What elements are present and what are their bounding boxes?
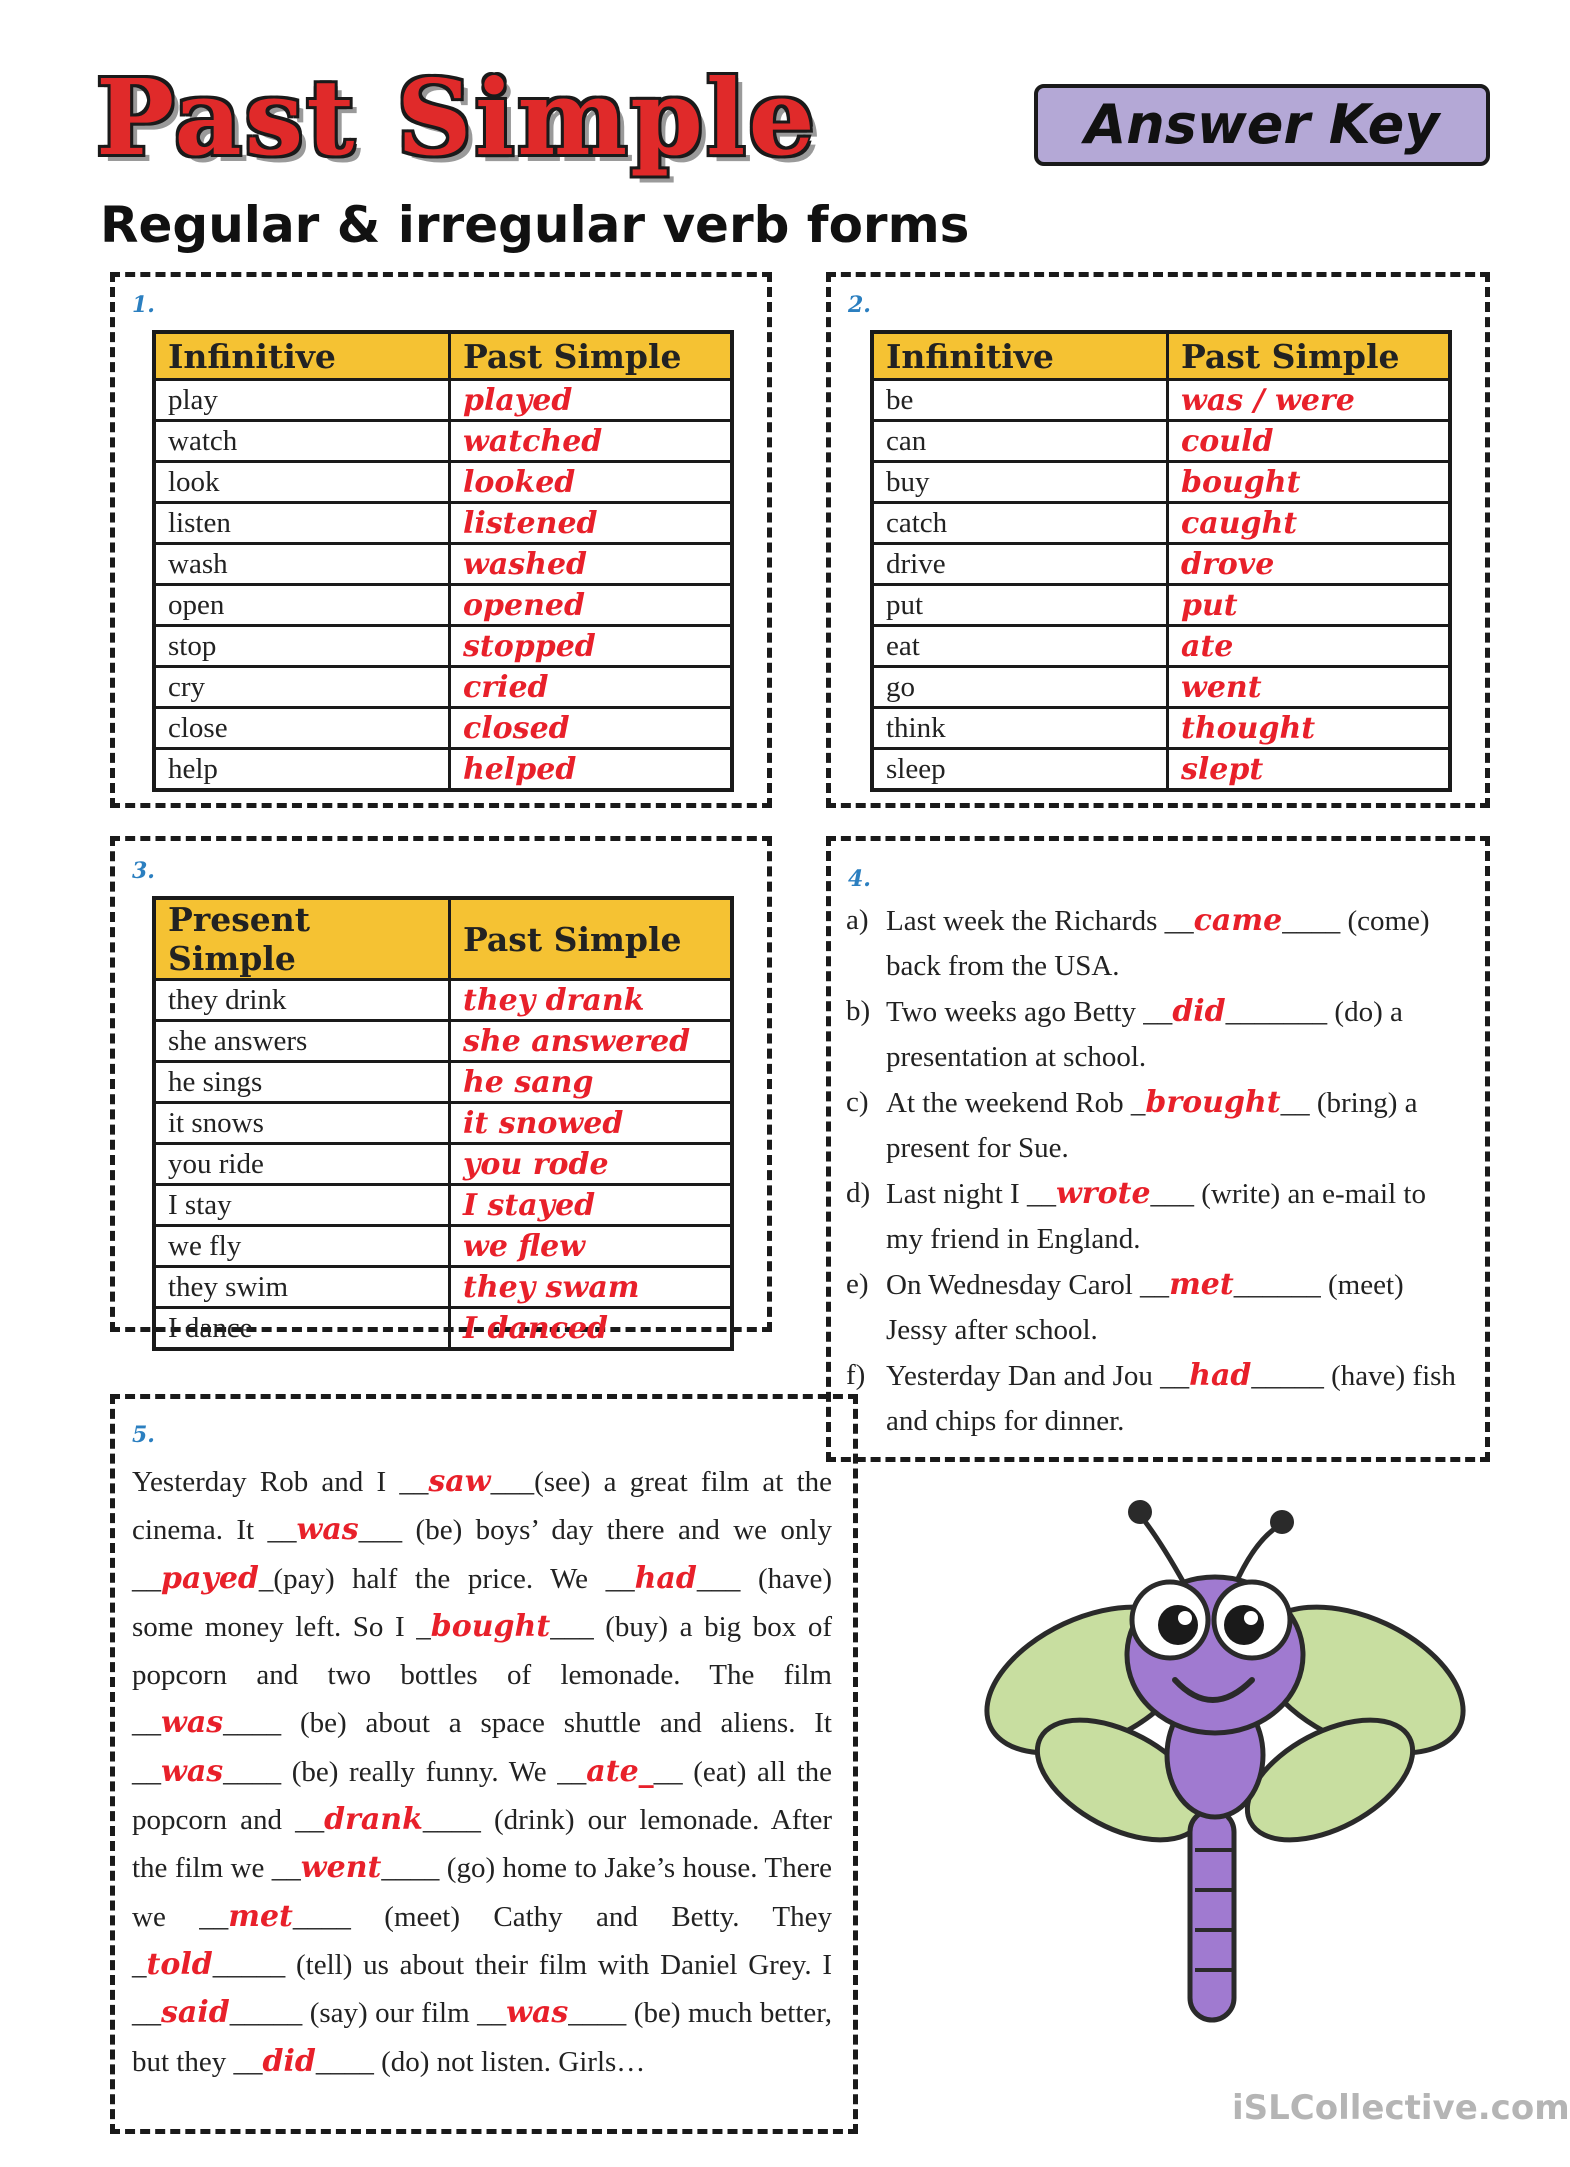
sentence-before: Last week the Richards __ [886, 905, 1194, 937]
verb-cell: sleep [872, 749, 1168, 791]
verb-cell: they swim [154, 1267, 450, 1308]
table-row [154, 503, 732, 544]
verb-cell: I dance [154, 1308, 450, 1350]
sentence-after: _______ (do) a presentation at school. [886, 996, 1403, 1073]
verb-cell: stop [154, 626, 450, 667]
verb-cell: he sings [154, 1062, 450, 1103]
verb-cell: catch [872, 503, 1168, 544]
sentence-item [846, 1353, 1466, 1444]
sentence-after: ______ (meet) Jessy after school. [886, 1269, 1404, 1346]
verb-cell: think [872, 708, 1168, 749]
answer-cell: washed [450, 544, 733, 585]
sentence-before: Two weeks ago Betty __ [886, 996, 1173, 1028]
answer-cell: drove [1168, 544, 1451, 585]
answer-cell: watched [450, 421, 733, 462]
story-text: ___ (have) some money left. So I _ [132, 1562, 832, 1643]
answer-cell: played [450, 380, 733, 421]
exercise-4-number: 4. [848, 866, 871, 892]
item-label: a) [846, 904, 869, 936]
answer-cell: ate [1168, 626, 1451, 667]
verb-cell: look [154, 462, 450, 503]
exercise-5-story [132, 1458, 832, 2086]
item-label: f) [846, 1359, 866, 1391]
table-row [154, 1185, 732, 1226]
answer-cell: listened [450, 503, 733, 544]
table-row [872, 585, 1450, 626]
answer-cell: we flew [450, 1226, 733, 1267]
answer-cell: slept [1168, 749, 1451, 791]
story-text: ____ (be) much better, but they __ [132, 1997, 832, 2078]
table-row [154, 421, 732, 462]
sentence-before: At the weekend Rob _ [886, 1087, 1146, 1119]
exercise-2-number: 2. [848, 292, 871, 318]
sentence-before: Last night I __ [886, 1178, 1056, 1210]
verb-cell: help [154, 749, 450, 791]
watermark: iSLCollective.com [1232, 2088, 1570, 2128]
sentence-item [846, 989, 1466, 1080]
answer: said [161, 1995, 230, 2031]
verb-cell: cry [154, 667, 450, 708]
sentence-after: ____ (come) back from the USA. [886, 905, 1430, 982]
answer: met [1169, 1267, 1234, 1302]
table-row [154, 585, 732, 626]
exercise-3-number: 3. [132, 858, 155, 884]
story-text: ____ (go) home to Jake’s house. There we __ [132, 1852, 832, 1933]
table-row [872, 708, 1450, 749]
answer: ate_ [586, 1753, 654, 1789]
answer-cell: opened [450, 585, 733, 626]
answer: did [1172, 994, 1226, 1029]
sentence-text [886, 1262, 1466, 1353]
table-row [154, 1267, 732, 1308]
verb-cell: we fly [154, 1226, 450, 1267]
sentence-text [886, 1171, 1466, 1262]
column-header: Infinitive [872, 332, 1168, 380]
verb-cell: play [154, 380, 450, 421]
answer: told [146, 1946, 213, 1982]
verb-cell: open [154, 585, 450, 626]
sentence-item [846, 1080, 1466, 1171]
table-row [154, 1062, 732, 1103]
answer-cell: they swam [450, 1267, 733, 1308]
verb-cell: can [872, 421, 1168, 462]
answer-cell: it snowed [450, 1103, 733, 1144]
answer: had [634, 1560, 697, 1596]
story-text: ____ (meet) Cathy and Betty. They _ [132, 1900, 832, 1981]
story-text: ___(see) a great film at the cinema. It __ [132, 1466, 833, 1547]
table-row [154, 708, 732, 749]
answer: was [161, 1753, 224, 1789]
sentence-after: ___ (write) an e-mail to my friend in England. [886, 1178, 1426, 1255]
page-subtitle: Regular & irregular verb forms [100, 196, 970, 254]
table-row [872, 421, 1450, 462]
dragonfly-illustration [990, 1480, 1470, 2040]
table-row [154, 1308, 732, 1350]
story-text: Yesterday Rob and I __ [132, 1466, 429, 1498]
answer-cell: I danced [450, 1308, 733, 1350]
answer-cell: closed [450, 708, 733, 749]
item-label: b) [846, 995, 871, 1027]
verb-cell: they drink [154, 980, 450, 1021]
verb-cell: wash [154, 544, 450, 585]
answer: was [506, 1995, 569, 2031]
verb-cell: be [872, 380, 1168, 421]
answer: was [161, 1705, 224, 1741]
table-row [872, 380, 1450, 421]
answer-cell: you rode [450, 1144, 733, 1185]
answer: drank [324, 1802, 423, 1838]
answer: wrote [1055, 1176, 1151, 1211]
answer-key-badge: Answer Key [1034, 84, 1490, 166]
answer: went [300, 1850, 382, 1886]
answer: payed [161, 1560, 259, 1596]
column-header: Present Simple [154, 898, 450, 980]
item-label: e) [846, 1268, 869, 1300]
exercise-1-table [152, 330, 734, 792]
story-text: ____ (be) really funny. We __ [223, 1755, 587, 1788]
verb-cell: buy [872, 462, 1168, 503]
column-header: Past Simple [450, 898, 733, 980]
verb-cell: drive [872, 544, 1168, 585]
story-text: _(pay) half the price. We __ [258, 1562, 635, 1595]
sentence-before: On Wednesday Carol __ [886, 1269, 1170, 1301]
sentence-text [886, 989, 1466, 1080]
sentence-before: Yesterday Dan and Jou __ [886, 1360, 1190, 1392]
sentence-text [886, 1353, 1466, 1444]
table-row [154, 626, 732, 667]
sentence-after: __ (bring) a present for Sue. [886, 1087, 1418, 1164]
verb-cell: it snows [154, 1103, 450, 1144]
table-row [154, 1021, 732, 1062]
exercise-5-number: 5. [132, 1422, 155, 1448]
table-row [872, 667, 1450, 708]
answer-cell: stopped [450, 626, 733, 667]
answer: saw [428, 1464, 491, 1499]
answer: met [228, 1898, 293, 1934]
table-row [154, 667, 732, 708]
verb-cell: listen [154, 503, 450, 544]
exercise-1-number: 1. [132, 292, 155, 318]
story-text: _____ (say) our film __ [229, 1997, 507, 2030]
page-title: Past Simple [96, 56, 818, 179]
table-row [154, 980, 732, 1021]
sentence-text [886, 1080, 1466, 1171]
table-row [154, 749, 732, 791]
table-row [872, 626, 1450, 667]
answer-cell: they drank [450, 980, 733, 1021]
story-text: _____ (tell) us about their film with Daniel Grey. I __ [132, 1948, 832, 2030]
item-label: d) [846, 1177, 871, 1209]
answer-cell: was / were [1168, 380, 1451, 421]
verb-cell: I stay [154, 1185, 450, 1226]
answer-cell: put [1168, 585, 1451, 626]
exercise-3-table [152, 896, 734, 1351]
table-row [154, 544, 732, 585]
verb-cell: eat [872, 626, 1168, 667]
column-header: Past Simple [450, 332, 733, 380]
answer-cell: caught [1168, 503, 1451, 544]
table-row [154, 462, 732, 503]
verb-cell: she answers [154, 1021, 450, 1062]
table-row [872, 749, 1450, 791]
answer: bought [430, 1608, 551, 1644]
table-row [154, 1144, 732, 1185]
answer-cell: looked [450, 462, 733, 503]
column-header: Past Simple [1168, 332, 1451, 380]
story-text: ____ (do) not listen. Girls… [315, 2045, 646, 2078]
answer: came [1193, 903, 1283, 938]
answer-cell: he sang [450, 1062, 733, 1103]
story-text: __ (eat) all the popcorn and __ [132, 1755, 832, 1837]
answer-cell: could [1168, 421, 1451, 462]
sentence-item [846, 1262, 1466, 1353]
story-text: ___ (buy) a big box of popcorn and two bottles of lemonade. The film __ [132, 1610, 832, 1740]
answer: brought [1145, 1085, 1281, 1120]
item-label: c) [846, 1086, 869, 1118]
answer-cell: helped [450, 749, 733, 791]
answer-cell: cried [450, 667, 733, 708]
exercise-2-table [870, 330, 1452, 792]
table-row [872, 544, 1450, 585]
answer-cell: she answered [450, 1021, 733, 1062]
answer: had [1189, 1358, 1252, 1393]
verb-cell: close [154, 708, 450, 749]
table-row [154, 380, 732, 421]
sentence-text [886, 898, 1466, 989]
verb-cell: go [872, 667, 1168, 708]
answer: did [262, 2043, 316, 2079]
story-text: ___ (be) boys’ day there and we only __ [132, 1514, 832, 1595]
table-row [154, 1226, 732, 1267]
story-text: ____ (be) about a space shuttle and aliens. It __ [132, 1707, 832, 1788]
verb-cell: put [872, 585, 1168, 626]
sentence-item [846, 898, 1466, 989]
table-row [154, 1103, 732, 1144]
sentence-after: _____ (have) fish and chips for dinner. [886, 1360, 1456, 1437]
table-row [872, 503, 1450, 544]
answer: was [296, 1512, 359, 1548]
answer-cell: thought [1168, 708, 1451, 749]
table-row [872, 462, 1450, 503]
answer-cell: went [1168, 667, 1451, 708]
verb-cell: watch [154, 421, 450, 462]
answer-cell: bought [1168, 462, 1451, 503]
verb-cell: you ride [154, 1144, 450, 1185]
sentence-item [846, 1171, 1466, 1262]
exercise-4-sentences [846, 898, 1466, 1444]
column-header: Infinitive [154, 332, 450, 380]
story-text: ____ (drink) our lemonade. After the film we __ [132, 1804, 832, 1885]
answer-cell: I stayed [450, 1185, 733, 1226]
